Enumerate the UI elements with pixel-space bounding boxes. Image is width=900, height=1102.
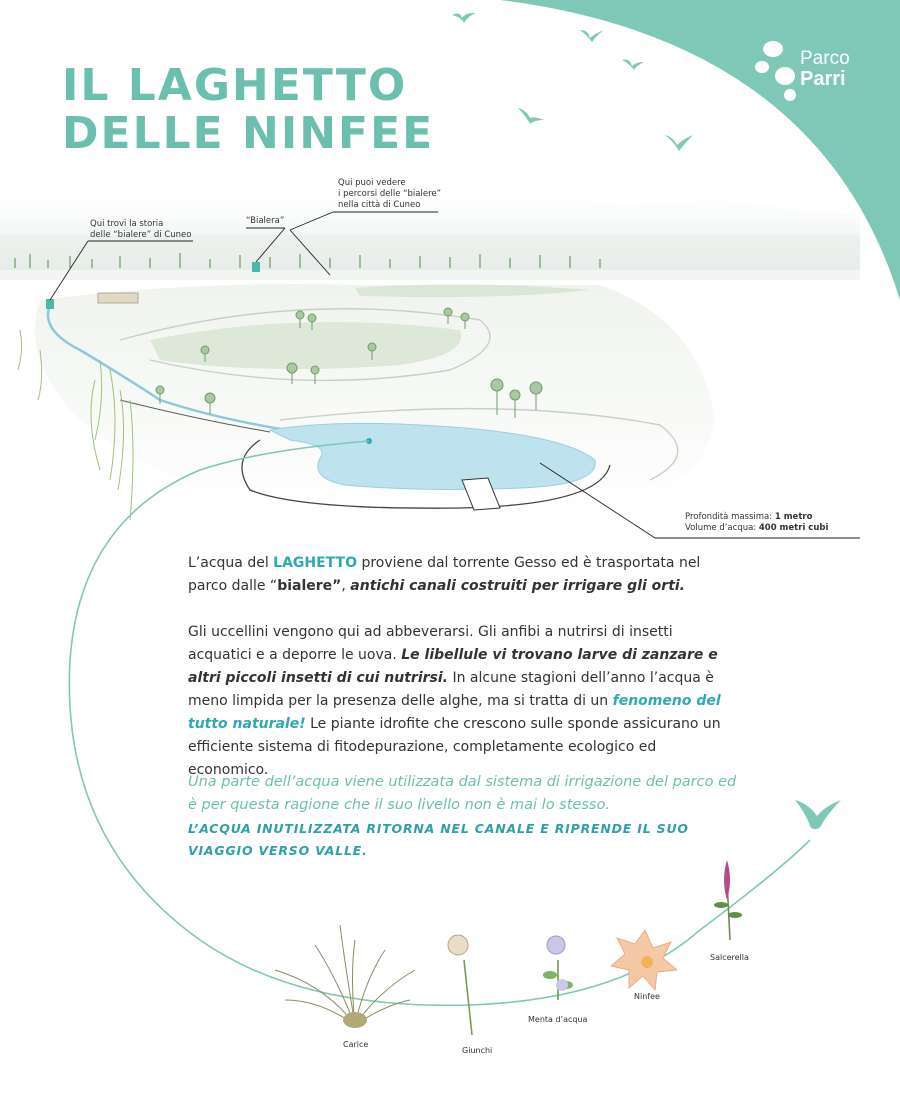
p2-text-2: In alcune stagioni dell’anno l’acqua è meno limpida per la presenza delle alghe, ma si tratta di un: [188, 670, 714, 709]
p1-highlight: LAGHETTO: [273, 555, 358, 571]
p1-text-1: L’acqua del: [188, 555, 274, 571]
caps-text: L’ACQUA INUTILIZZATA RITORNA NEL CANALE E RIPRENDE IL SUO VIAGGIO VERSO VALLE.: [188, 821, 689, 858]
paragraph-1: [188, 552, 728, 598]
bird-large-icon: [795, 800, 841, 829]
p2-bolditalic: Le libellule vi trovano larve di zanzare e altri piccoli insetti di cui nutrirsi.: [188, 647, 718, 686]
callout-percorsi-line-2: i percorsi delle “bialere”: [338, 189, 442, 199]
plant-carice-icon: [275, 925, 415, 1028]
callout-bialera-line-1: “Bialera”: [246, 216, 285, 226]
p2-text-1: Gli uccellini vengono qui ad abbeverarsi. Gli anfibi a nutrirsi di insetti acquatici e a deporre le uova.: [188, 624, 673, 663]
logo-parco-text: Parco: [800, 48, 850, 69]
callout-bialera: [246, 216, 284, 227]
plant-menta-icon: [543, 936, 573, 1000]
p2-teal: fenomeno del tutto naturale!: [188, 693, 721, 732]
callout-storia: [90, 219, 191, 241]
p1-text-2: proviene dal torrente Gesso ed è trasportata nel parco dalle “: [188, 555, 701, 594]
title-line-2: DELLE NINFEE: [62, 108, 435, 159]
p1-text-3: ,: [341, 578, 351, 594]
callout-storia-line-2: delle “bialere” di Cuneo: [90, 230, 192, 240]
volume-value: 400 metri cubi: [758, 523, 829, 533]
volume-label: Volume d’acqua:: [685, 523, 757, 533]
plant-label-ninfee: Ninfee: [634, 992, 660, 1001]
plant-ninfee-icon: [611, 930, 677, 990]
plant-giunchi-icon: [448, 935, 472, 1035]
logo-parri-text: Parri: [800, 68, 846, 90]
page-title: [62, 62, 434, 158]
callout-percorsi-line-1: Qui puoi vedere: [338, 178, 406, 188]
title-line-1: IL LAGHETTO: [62, 60, 408, 111]
plant-label-giunchi: Giunchi: [462, 1046, 493, 1055]
depth-label: Profondità massima:: [685, 512, 773, 522]
p1-bold: bialere”: [277, 578, 342, 594]
callout-storia-line-1: Qui trovi la storia: [90, 219, 164, 229]
quote-text: Una parte dell’acqua viene utilizzata dal sistema di irrigazione del parco ed è per questa ragione che il suo livello non è mai lo stesso.: [188, 774, 737, 813]
p2-text-3: Le piante idrofite che crescono sulle sponde assicurano un efficiente sistema di fitodepurazione, completamente ecologico ed economico.: [188, 716, 721, 778]
plant-label-carice: Carice: [343, 1040, 369, 1049]
kiosk-left: [46, 299, 54, 309]
p1-bolditalic: antichi canali costruiti per irrigare gli orti.: [350, 578, 686, 594]
plant-label-menta: Menta d’acqua: [528, 1015, 588, 1024]
kiosk-middle: [252, 262, 260, 272]
building: [98, 293, 138, 303]
plant-salcerella-icon: [714, 860, 742, 940]
paragraph-2: [188, 621, 728, 782]
callout-percorsi: [338, 178, 441, 211]
callout-percorsi-line-3: nella città di Cuneo: [338, 200, 421, 210]
callout-depth: [685, 512, 828, 534]
depth-value: 1 metro: [774, 512, 813, 522]
plant-label-salcerella: Salcerella: [710, 953, 749, 962]
